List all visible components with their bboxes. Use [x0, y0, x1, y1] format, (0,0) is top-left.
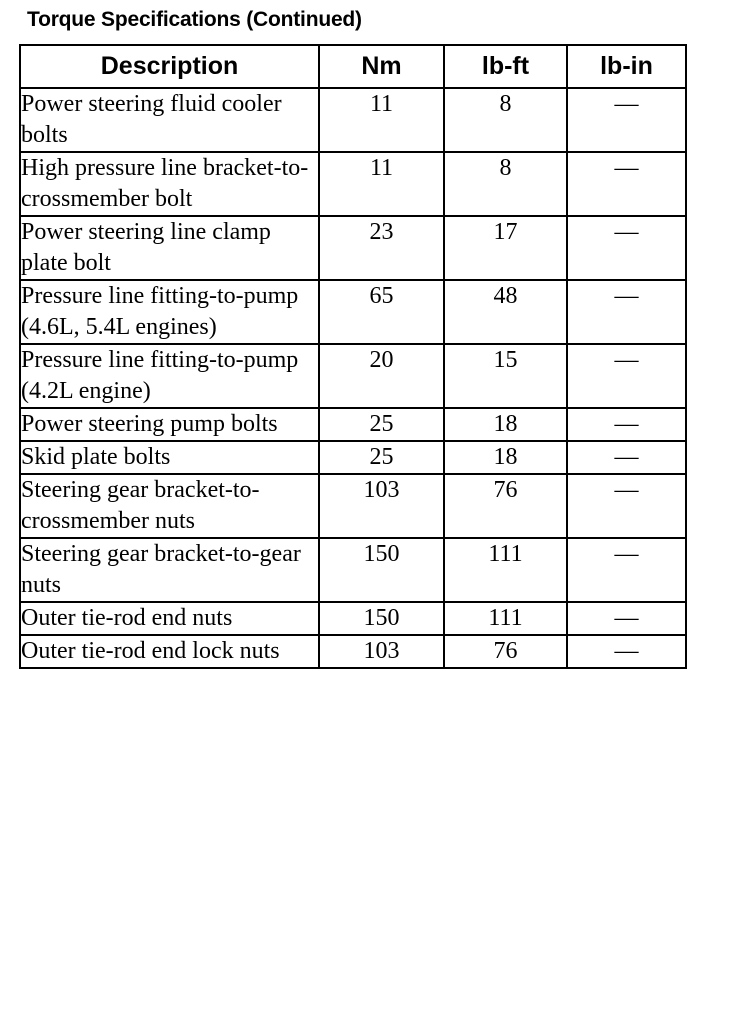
- nm-cell: 150: [319, 602, 444, 635]
- nm-cell: 103: [319, 474, 444, 538]
- table-row: [20, 216, 686, 280]
- nm-cell: 23: [319, 216, 444, 280]
- lb-ft-cell: 76: [444, 474, 567, 538]
- lb-in-cell: —: [567, 441, 686, 474]
- column-header-lb-in: lb-in: [567, 45, 686, 88]
- description-cell: High pressure line bracket-to-crossmember bolt: [20, 152, 319, 216]
- column-header-lb-ft: lb-ft: [444, 45, 567, 88]
- lb-ft-cell: 8: [444, 88, 567, 152]
- description-cell: Outer tie-rod end nuts: [20, 602, 319, 635]
- table-row: [20, 538, 686, 602]
- description-cell: Outer tie-rod end lock nuts: [20, 635, 319, 668]
- column-header-description: Description: [20, 45, 319, 88]
- table-row: [20, 88, 686, 152]
- lb-in-cell: —: [567, 538, 686, 602]
- nm-cell: 20: [319, 344, 444, 408]
- column-header-nm: Nm: [319, 45, 444, 88]
- description-cell: Pressure line fitting-to-pump (4.2L engine): [20, 344, 319, 408]
- description-cell: Steering gear bracket-to-crossmember nuts: [20, 474, 319, 538]
- lb-ft-cell: 18: [444, 408, 567, 441]
- lb-ft-cell: 17: [444, 216, 567, 280]
- lb-ft-cell: 18: [444, 441, 567, 474]
- lb-ft-cell: 111: [444, 538, 567, 602]
- lb-in-cell: —: [567, 88, 686, 152]
- lb-in-cell: —: [567, 344, 686, 408]
- nm-cell: 25: [319, 408, 444, 441]
- torque-spec-table: [19, 44, 687, 669]
- nm-cell: 150: [319, 538, 444, 602]
- lb-in-cell: —: [567, 280, 686, 344]
- lb-in-cell: —: [567, 474, 686, 538]
- lb-in-cell: —: [567, 635, 686, 668]
- description-cell: Skid plate bolts: [20, 441, 319, 474]
- lb-in-cell: —: [567, 152, 686, 216]
- table-row: [20, 441, 686, 474]
- description-cell: Steering gear bracket-to-gear nuts: [20, 538, 319, 602]
- nm-cell: 11: [319, 152, 444, 216]
- table-row: [20, 408, 686, 441]
- nm-cell: 65: [319, 280, 444, 344]
- table-row: [20, 152, 686, 216]
- lb-ft-cell: 15: [444, 344, 567, 408]
- lb-in-cell: —: [567, 216, 686, 280]
- table-header-row: [20, 45, 686, 88]
- description-cell: Pressure line fitting-to-pump (4.6L, 5.4L engines): [20, 280, 319, 344]
- lb-ft-cell: 8: [444, 152, 567, 216]
- table-row: [20, 474, 686, 538]
- description-cell: Power steering line clamp plate bolt: [20, 216, 319, 280]
- table-row: [20, 344, 686, 408]
- nm-cell: 25: [319, 441, 444, 474]
- lb-ft-cell: 111: [444, 602, 567, 635]
- lb-ft-cell: 48: [444, 280, 567, 344]
- lb-in-cell: —: [567, 408, 686, 441]
- lb-in-cell: —: [567, 602, 686, 635]
- table-row: [20, 602, 686, 635]
- lb-ft-cell: 76: [444, 635, 567, 668]
- table-row: [20, 635, 686, 668]
- nm-cell: 11: [319, 88, 444, 152]
- table-row: [20, 280, 686, 344]
- nm-cell: 103: [319, 635, 444, 668]
- page-title: Torque Specifications (Continued): [27, 8, 362, 31]
- description-cell: Power steering pump bolts: [20, 408, 319, 441]
- description-cell: Power steering fluid cooler bolts: [20, 88, 319, 152]
